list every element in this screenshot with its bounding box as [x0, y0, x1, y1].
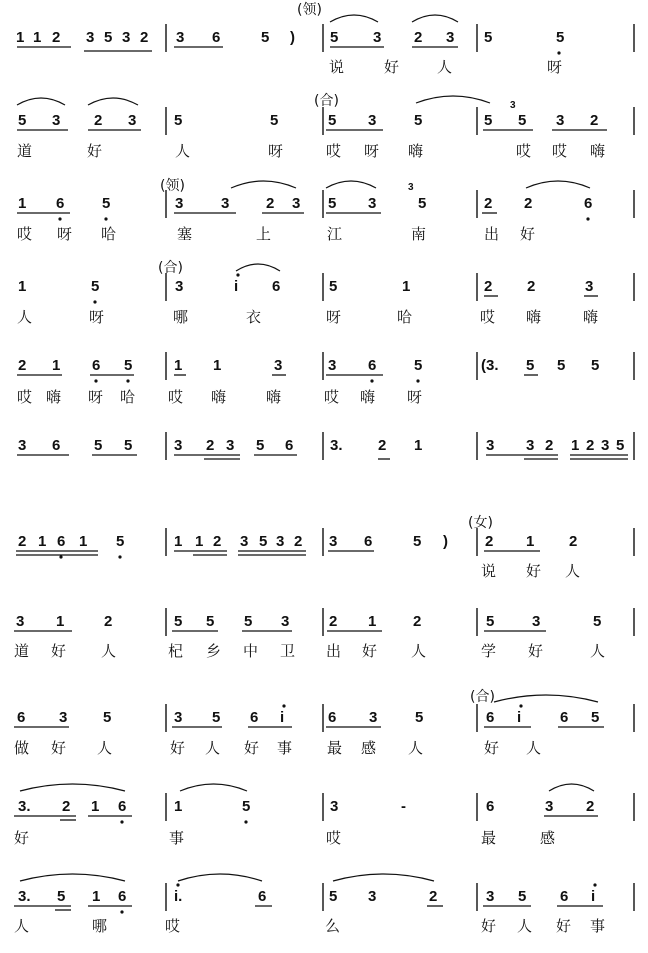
lyric-syllable: 哎: [326, 829, 342, 847]
slur: [549, 784, 594, 791]
note: 1: [526, 533, 535, 550]
note: 6: [285, 437, 294, 454]
lyric-syllable: 最: [327, 739, 343, 757]
lyric-syllable: 人: [526, 739, 542, 757]
lyric-syllable: 出: [484, 225, 500, 243]
lyric-syllable: 呀: [89, 308, 105, 326]
note: 3.: [18, 888, 31, 905]
note: 2: [104, 613, 113, 630]
octave-dot-below: [58, 217, 61, 220]
octave-dot-below: [59, 555, 62, 558]
note: 1: [56, 613, 65, 630]
note: 5: [415, 709, 424, 726]
note: 6: [486, 798, 495, 815]
lyric-syllable: 中: [243, 642, 259, 660]
note: 3: [59, 709, 68, 726]
note: 5: [329, 888, 338, 905]
note: 6: [560, 888, 569, 905]
lyric-syllable: 事: [169, 829, 185, 847]
lyric-syllable: 人: [14, 917, 30, 935]
lyric-syllable: 说: [481, 562, 497, 580]
lyric-syllable: 人: [517, 917, 533, 935]
note: 5: [526, 357, 535, 374]
lyric-syllable: 好: [384, 58, 400, 76]
lyric-syllable: 嗨: [360, 388, 376, 406]
note: 3: [373, 29, 382, 46]
note: 1: [213, 357, 222, 374]
note: 5: [484, 112, 493, 129]
note: 5: [557, 357, 566, 374]
note: 1: [174, 798, 183, 815]
octave-dot-below: [126, 379, 129, 382]
lyric-syllable: 人: [175, 142, 191, 160]
lyric-syllable: 哎: [480, 308, 496, 326]
note: 5: [18, 112, 27, 129]
lyric-syllable: 人: [17, 308, 33, 326]
lyric-syllable: 哪: [173, 308, 189, 326]
note: i: [591, 888, 596, 905]
lyric-syllable: 学: [481, 642, 497, 660]
slur: [180, 784, 247, 791]
note: 3: [545, 798, 554, 815]
note: 3.: [330, 437, 343, 454]
note: 3: [16, 613, 25, 630]
note: 1: [92, 888, 101, 905]
lyric-syllable: 人: [101, 642, 117, 660]
note: i: [280, 709, 285, 726]
lyric-syllable: 呀: [326, 308, 342, 326]
note: 2: [378, 437, 387, 454]
note: 3: [486, 888, 495, 905]
lyric-syllable: 最: [481, 829, 497, 847]
slur: [236, 264, 280, 271]
note: 5: [330, 29, 339, 46]
note: ): [290, 29, 295, 46]
note: 3: [226, 437, 235, 454]
note: 5: [484, 29, 493, 46]
lyric-syllable: 哎: [165, 917, 181, 935]
lyric-syllable: 人: [565, 562, 581, 580]
slur: [412, 15, 458, 22]
note: 1: [571, 437, 580, 454]
note: 3: [601, 437, 610, 454]
note: 1: [174, 357, 183, 374]
octave-dot-below: [416, 379, 419, 382]
note: 2: [586, 437, 595, 454]
note: 3: [556, 112, 565, 129]
lyric-syllable: 感: [540, 829, 556, 847]
slur: [20, 874, 125, 881]
note: 3: [86, 29, 95, 46]
note: (3.: [481, 357, 499, 374]
lyric-syllable: 好: [520, 225, 536, 243]
note: 1: [52, 357, 61, 374]
note: 5: [328, 195, 337, 212]
note: 3: [274, 357, 283, 374]
note: 6: [56, 195, 65, 212]
note: 3: [585, 278, 594, 295]
note: 6: [57, 533, 66, 550]
note: 3: [240, 533, 249, 550]
lyric-syllable: 哎: [168, 388, 184, 406]
note: 5: [270, 112, 279, 129]
octave-dot-below: [557, 51, 560, 54]
lyric-syllable: 好: [481, 917, 497, 935]
note: 5: [261, 29, 270, 46]
octave-dot-below: [94, 379, 97, 382]
lyric-syllable: 好: [556, 917, 572, 935]
note: 2: [413, 613, 422, 630]
note: 2: [569, 533, 578, 550]
note: 6: [212, 29, 221, 46]
note: 3: [532, 613, 541, 630]
note: i: [517, 709, 522, 726]
note: 6: [118, 798, 127, 815]
note: 6: [584, 195, 593, 212]
note: 3: [368, 112, 377, 129]
note: 6: [364, 533, 373, 550]
note: 2: [524, 195, 533, 212]
lyric-syllable: 好: [526, 562, 542, 580]
note: 5: [591, 357, 600, 374]
lyric-syllable: 哎: [326, 142, 342, 160]
note: 3.: [18, 798, 31, 815]
note: ): [443, 533, 448, 550]
lyric-syllable: 哈: [397, 308, 413, 326]
note: 2: [206, 437, 215, 454]
note: 1: [91, 798, 100, 815]
note: 2: [429, 888, 438, 905]
note: 5: [413, 533, 422, 550]
lyric-syllable: 么: [325, 917, 341, 935]
note: -: [401, 798, 406, 815]
lyric-syllable: 嗨: [211, 388, 227, 406]
note: 1: [79, 533, 88, 550]
lyric-syllable: 哎: [17, 388, 33, 406]
octave-dot-above: [282, 704, 285, 707]
note: 1: [38, 533, 47, 550]
lyric-syllable: 好: [528, 642, 544, 660]
octave-dot-below: [104, 217, 107, 220]
lyric-syllable: 人: [408, 739, 424, 757]
note: 5: [259, 533, 268, 550]
note: 5: [414, 112, 423, 129]
note: 2: [294, 533, 303, 550]
octave-dot-below: [244, 820, 247, 823]
octave-dot-below: [586, 217, 589, 220]
note: 3: [281, 613, 290, 630]
note: 5: [242, 798, 251, 815]
note: 2: [484, 195, 493, 212]
octave-dot-below: [120, 820, 123, 823]
slur: [333, 874, 434, 881]
note: 5: [486, 613, 495, 630]
part-marker: (领): [160, 178, 185, 194]
note: 3: [368, 195, 377, 212]
lyric-syllable: 道: [14, 642, 30, 660]
lyric-syllable: 说: [329, 58, 345, 76]
note: 6: [258, 888, 267, 905]
note: 5: [103, 709, 112, 726]
note: 5: [616, 437, 625, 454]
lyric-syllable: 嗨: [583, 308, 599, 326]
note: 5: [328, 112, 337, 129]
note: 2: [545, 437, 554, 454]
note: 2: [586, 798, 595, 815]
note: 2: [18, 533, 27, 550]
lyric-syllable: 嗨: [266, 388, 282, 406]
lyric-syllable: 呀: [547, 58, 563, 76]
lyric-syllable: 好: [51, 739, 67, 757]
lyric-syllable: 嗨: [408, 142, 424, 160]
note: 1: [16, 29, 25, 46]
note: 3: [330, 798, 339, 815]
lyric-syllable: 道: [17, 142, 33, 160]
part-marker: (领): [297, 2, 322, 18]
note: 5: [124, 437, 133, 454]
note: 6: [328, 709, 337, 726]
lyric-syllable: 好: [170, 739, 186, 757]
note: 6: [118, 888, 127, 905]
lyric-syllable: 出: [326, 642, 342, 660]
octave-dot-below: [118, 555, 121, 558]
lyric-syllable: 人: [205, 739, 221, 757]
note: 2: [140, 29, 149, 46]
note: 3: [176, 29, 185, 46]
note: 1: [402, 278, 411, 295]
lyric-syllable: 呀: [407, 388, 423, 406]
note: 3: [174, 437, 183, 454]
note: 2: [485, 533, 494, 550]
octave-dot-below: [120, 910, 123, 913]
note: 6: [368, 357, 377, 374]
note: 3: [329, 533, 338, 550]
note: 5: [206, 613, 215, 630]
lyric-syllable: 嗨: [46, 388, 62, 406]
note: 2: [213, 533, 222, 550]
note: i.: [174, 888, 183, 905]
lyric-syllable: 人: [97, 739, 113, 757]
slur: [416, 96, 490, 103]
lyric-syllable: 哈: [101, 225, 117, 243]
lyric-syllable: 做: [14, 739, 30, 757]
lyric-syllable: 哎: [324, 388, 340, 406]
note: 2: [484, 278, 493, 295]
part-marker: (合): [158, 260, 183, 276]
note: i: [234, 278, 239, 295]
lyric-syllable: 衣: [246, 308, 262, 326]
note: 3: [128, 112, 137, 129]
note: 5: [174, 112, 183, 129]
octave-dot-above: [519, 704, 522, 707]
note: 3: [122, 29, 131, 46]
slur: [494, 695, 598, 702]
octave-dot-above: [593, 883, 596, 886]
lyric-syllable: 上: [256, 225, 272, 243]
note: 6: [92, 357, 101, 374]
note: 3: [446, 29, 455, 46]
part-marker: (女): [468, 515, 493, 531]
note: 1: [18, 195, 27, 212]
note: 5: [244, 613, 253, 630]
note: 5: [124, 357, 133, 374]
note: 3: [174, 709, 183, 726]
slur: [330, 15, 378, 22]
lyric-syllable: 呀: [364, 142, 380, 160]
lyric-syllable: 呀: [88, 388, 104, 406]
note: 5: [94, 437, 103, 454]
note: 3: [369, 709, 378, 726]
lyric-syllable: 好: [14, 829, 30, 847]
note: 6: [17, 709, 26, 726]
lyric-syllable: 感: [361, 739, 377, 757]
lyric-syllable: 人: [411, 642, 427, 660]
note: 5: [174, 613, 183, 630]
note: 1: [368, 613, 377, 630]
note: 3: [368, 888, 377, 905]
note: 3: [221, 195, 230, 212]
grace-note: 3: [510, 100, 516, 111]
note: 6: [560, 709, 569, 726]
part-marker: (合): [314, 93, 339, 109]
lyric-syllable: 哎: [516, 142, 532, 160]
octave-dot-above: [236, 273, 239, 276]
lyric-syllable: 江: [327, 225, 343, 243]
note: 3: [175, 278, 184, 295]
part-marker: (合): [470, 689, 495, 705]
lyric-syllable: 呀: [268, 142, 284, 160]
lyric-syllable: 好: [51, 642, 67, 660]
note: 1: [195, 533, 204, 550]
lyric-syllable: 哎: [17, 225, 33, 243]
lyric-syllable: 人: [437, 58, 453, 76]
note: 5: [556, 29, 565, 46]
note: 3: [328, 357, 337, 374]
note: 5: [518, 112, 527, 129]
note: 5: [329, 278, 338, 295]
note: 2: [94, 112, 103, 129]
lyric-syllable: 事: [277, 739, 293, 757]
note: 5: [256, 437, 265, 454]
lyric-syllable: 嗨: [590, 142, 606, 160]
note: 5: [102, 195, 111, 212]
lyric-syllable: 塞: [177, 225, 193, 243]
note: 5: [591, 709, 600, 726]
slur: [526, 181, 590, 188]
note: 2: [590, 112, 599, 129]
octave-dot-above: [176, 883, 179, 886]
lyric-syllable: 哈: [120, 388, 136, 406]
note: 6: [52, 437, 61, 454]
slur: [231, 181, 296, 188]
note: 5: [418, 195, 427, 212]
note: 6: [486, 709, 495, 726]
slur: [88, 98, 138, 105]
note: 3: [276, 533, 285, 550]
slur: [326, 181, 376, 188]
note: 1: [18, 278, 27, 295]
note: 5: [91, 278, 100, 295]
lyric-syllable: 好: [244, 739, 260, 757]
note: 2: [52, 29, 61, 46]
note: 5: [212, 709, 221, 726]
octave-dot-below: [370, 379, 373, 382]
grace-note: 3: [408, 182, 414, 193]
lyric-syllable: 乡: [206, 642, 222, 660]
note: 1: [414, 437, 423, 454]
lyric-syllable: 呀: [57, 225, 73, 243]
lyric-syllable: 哎: [552, 142, 568, 160]
note: 3: [18, 437, 27, 454]
note: 2: [62, 798, 71, 815]
lyric-syllable: 好: [484, 739, 500, 757]
note: 3: [52, 112, 61, 129]
note: 3: [175, 195, 184, 212]
note: 5: [116, 533, 125, 550]
note: 2: [329, 613, 338, 630]
note: 3: [526, 437, 535, 454]
lyric-syllable: 好: [362, 642, 378, 660]
note: 3: [292, 195, 301, 212]
lyric-syllable: 好: [87, 142, 103, 160]
lyric-syllable: 卫: [280, 642, 296, 660]
octave-dot-below: [93, 300, 96, 303]
lyric-syllable: 嗨: [526, 308, 542, 326]
note: 1: [174, 533, 183, 550]
note: 5: [57, 888, 66, 905]
note: 5: [518, 888, 527, 905]
note: 2: [414, 29, 423, 46]
note: 6: [272, 278, 281, 295]
note: 5: [414, 357, 423, 374]
note: 3: [486, 437, 495, 454]
lyric-syllable: 事: [590, 917, 606, 935]
note: 5: [104, 29, 113, 46]
slur: [17, 98, 65, 105]
note: 2: [527, 278, 536, 295]
lyric-syllable: 杞: [168, 642, 184, 660]
lyric-syllable: 南: [411, 225, 427, 243]
note: 1: [33, 29, 42, 46]
lyric-syllable: 人: [590, 642, 606, 660]
note: 5: [593, 613, 602, 630]
note: 2: [18, 357, 27, 374]
slur: [178, 874, 262, 881]
lyric-syllable: 哪: [92, 917, 108, 935]
slur: [20, 784, 125, 791]
note: 2: [266, 195, 275, 212]
note: 6: [250, 709, 259, 726]
